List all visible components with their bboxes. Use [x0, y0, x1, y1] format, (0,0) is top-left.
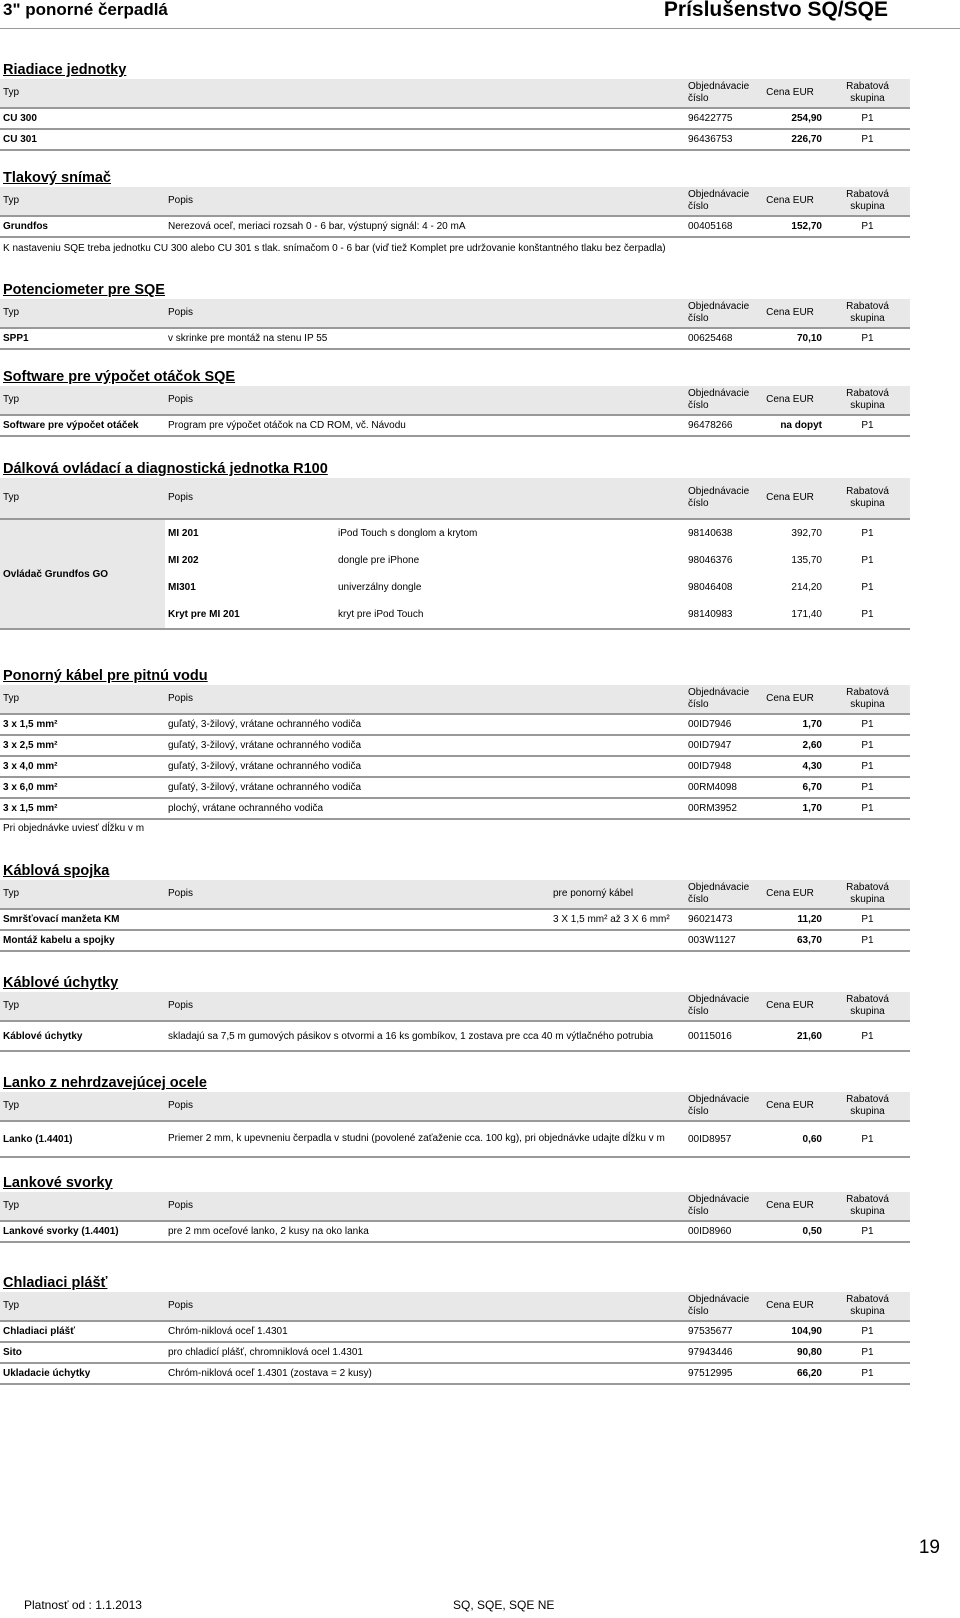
table-row: Smršťovací manžeta KM 3 X 1,5 mm² až 3 X 6 mm² 96021473 11,20 P1 [0, 909, 910, 930]
table-row: Káblové úchytky skladajú sa 7,5 m gumových pásikov s otvormi a 16 ks gombíkov, 1 zostava pre cca 40 m výtlačného potrubia 00115016 21,60 P1 [0, 1021, 910, 1051]
table-header: Typ Popis Objednávacie číslo Cena EUR Rabatová skupina [0, 685, 910, 714]
section-title: Ponorný kábel pre pitnú vodu [3, 668, 208, 684]
table [0, 299, 910, 350]
table [0, 187, 910, 238]
table-row: Ovládač Grundfos GO MI 201 iPod Touch s donglom a krytom 98140638 392,70 P1 [0, 519, 910, 547]
section-cable-joint [0, 863, 910, 952]
table-row: SPP1 v skrinke pre montáž na stenu IP 55 00625468 70,10 P1 [0, 328, 910, 349]
table-header: Typ Popis Objednávacie číslo Cena EUR Rabatová skupina [0, 386, 910, 415]
table-row: Grundfos Nerezová oceľ, meriaci rozsah 0 - 6 bar, výstupný signál: 4 - 20 mA 00405168 152,70 P1 [0, 216, 910, 237]
table-row: Sito pro chladicí plášť, chromniklová ocel 1.4301 97943446 90,80 P1 [0, 1342, 910, 1363]
section-title: Potenciometer pre SQE [3, 282, 165, 298]
section-title: Lanko z nehrdzavejúcej ocele [3, 1075, 207, 1091]
table-row: CU 301 96436753 226,70 P1 [0, 129, 910, 150]
section-title: Káblová spojka [3, 863, 110, 879]
table-row: MI 202 dongle pre iPhone 98046376 135,70 P1 [168, 555, 874, 566]
table-header: Typ Popis Objednávacie číslo Cena EUR Rabatová skupina [0, 1192, 910, 1221]
table-row: Lanko (1.4401) Priemer 2 mm, k upevneniu čerpadla v studni (povolené zaťaženie cca. 100 kg), pri objednávke udajte dĺžku v m 00ID8957 0,60 P1 [0, 1121, 910, 1157]
table [0, 79, 910, 151]
table-header: Typ Popis Objednávacie číslo Cena EUR Rabatová skupina [0, 1292, 910, 1321]
section-control-units [0, 62, 910, 151]
table-header: Typ Popis Objednávacie číslo Cena EUR Rabatová skupina [0, 478, 910, 519]
section-cable [0, 668, 910, 820]
section-cooling-jacket [0, 1275, 910, 1385]
table-header: Typ Popis Objednávacie číslo Cena EUR Rabatová skupina [0, 187, 910, 216]
cable-note: Pri objednávke uviesť dĺžku v m [3, 823, 145, 834]
table-row: Software pre výpočet otáček Program pre výpočet otáčok na CD ROM, vč. Návodu 96478266 na dopyt P1 [0, 415, 910, 436]
section-title: Lankové svorky [3, 1175, 113, 1191]
section-rope-clamps [0, 1175, 910, 1243]
section-cable-clips [0, 975, 910, 1052]
section-title: Riadiace jednotky [3, 62, 127, 78]
header-right: Príslušenstvo SQ/SQE [663, 0, 888, 21]
table-header: Typ Popis Objednávacie číslo Cena EUR Rabatová skupina [0, 992, 910, 1021]
section-pressure-sensor [0, 170, 910, 238]
table [0, 1292, 910, 1385]
group-label: Ovládač Grundfos GO [0, 519, 165, 629]
table-row: 3 x 2,5 mm² guľatý, 3-žilový, vrátane ochranného vodiča 00ID7947 2,60 P1 [0, 735, 910, 756]
table [0, 992, 910, 1052]
table-row: 3 x 6,0 mm² guľatý, 3-žilový, vrátane ochranného vodiča 00RM4098 6,70 P1 [0, 777, 910, 798]
table-row: 3 x 4,0 mm² guľatý, 3-žilový, vrátane ochranného vodiča 00ID7948 4,30 P1 [0, 756, 910, 777]
table-row: Lankové svorky (1.4401) pre 2 mm oceľové lanko, 2 kusy na oko lanka 00ID8960 0,50 P1 [0, 1221, 910, 1242]
col-group: Rabatová skupina [825, 79, 910, 108]
table-row: Ukladacie úchytky Chróm-niklová oceľ 1.4301 (zostava = 2 kusy) 97512995 66,20 P1 [0, 1363, 910, 1384]
table-header [0, 79, 910, 108]
section-r100 [0, 461, 910, 630]
section-title: Dálková ovládací a diagnostická jednotka R100 [3, 461, 328, 477]
pressure-sensor-note: K nastaveniu SQE treba jednotku CU 300 alebo CU 301 s tlak. snímačom 0 - 6 bar (viď tiež Komplet pre udržovanie konštantného tlaku bez čerpadla) [3, 243, 666, 254]
table [0, 386, 910, 437]
table-row: Kryt pre MI 201 kryt pre iPod Touch 98140983 171,40 P1 [0, 601, 910, 629]
table [0, 1192, 910, 1243]
table [0, 880, 910, 952]
table-row: 3 x 1,5 mm² guľatý, 3-žilový, vrátane ochranného vodiča 00ID7946 1,70 P1 [0, 714, 910, 735]
table-header: Typ Popis Objednávacie číslo Cena EUR Rabatová skupina [0, 299, 910, 328]
table-row: Chladiaci plášť Chróm-niklová oceľ 1.4301 97535677 104,90 P1 [0, 1321, 910, 1342]
table-row: CU 300 96422775 254,90 P1 [0, 108, 910, 129]
table [0, 1092, 910, 1158]
footer-series: SQ, SQE, SQE NE [453, 1598, 555, 1612]
table-row: 3 x 1,5 mm² plochý, vrátane ochranného vodiča 00RM3952 1,70 P1 [0, 798, 910, 819]
section-title: Tlakový snímač [3, 170, 111, 186]
table [0, 685, 910, 820]
col-price: Cena EUR [755, 79, 825, 108]
section-potentiometer [0, 282, 910, 350]
section-wire-rope [0, 1075, 910, 1158]
footer-validity: Platnosť od : 1.1.2013 [24, 1598, 142, 1612]
section-title: Software pre výpočet otáčok SQE [3, 369, 236, 385]
col-order: Objednávacie číslo [685, 79, 755, 108]
table-row: Montáž kabelu a spojky 003W1127 63,70 P1 [0, 930, 910, 951]
header-divider [0, 28, 960, 29]
table-row: MI301 univerzálny dongle 98046408 214,20 P1 [168, 582, 874, 593]
col-typ: Typ [0, 79, 165, 108]
table-header: Typ Popis Objednávacie číslo Cena EUR Rabatová skupina [0, 1092, 910, 1121]
header-left: 3" ponorné čerpadlá [3, 0, 168, 19]
table [0, 478, 910, 630]
page-number: 19 [918, 1537, 940, 1558]
section-title: Káblové úchytky [3, 975, 119, 991]
section-software [0, 369, 910, 437]
section-title: Chladiaci plášť [3, 1275, 108, 1291]
table-header: Typ Popis pre ponorný kábel Objednávacie číslo Cena EUR Rabatová skupina [0, 880, 910, 909]
